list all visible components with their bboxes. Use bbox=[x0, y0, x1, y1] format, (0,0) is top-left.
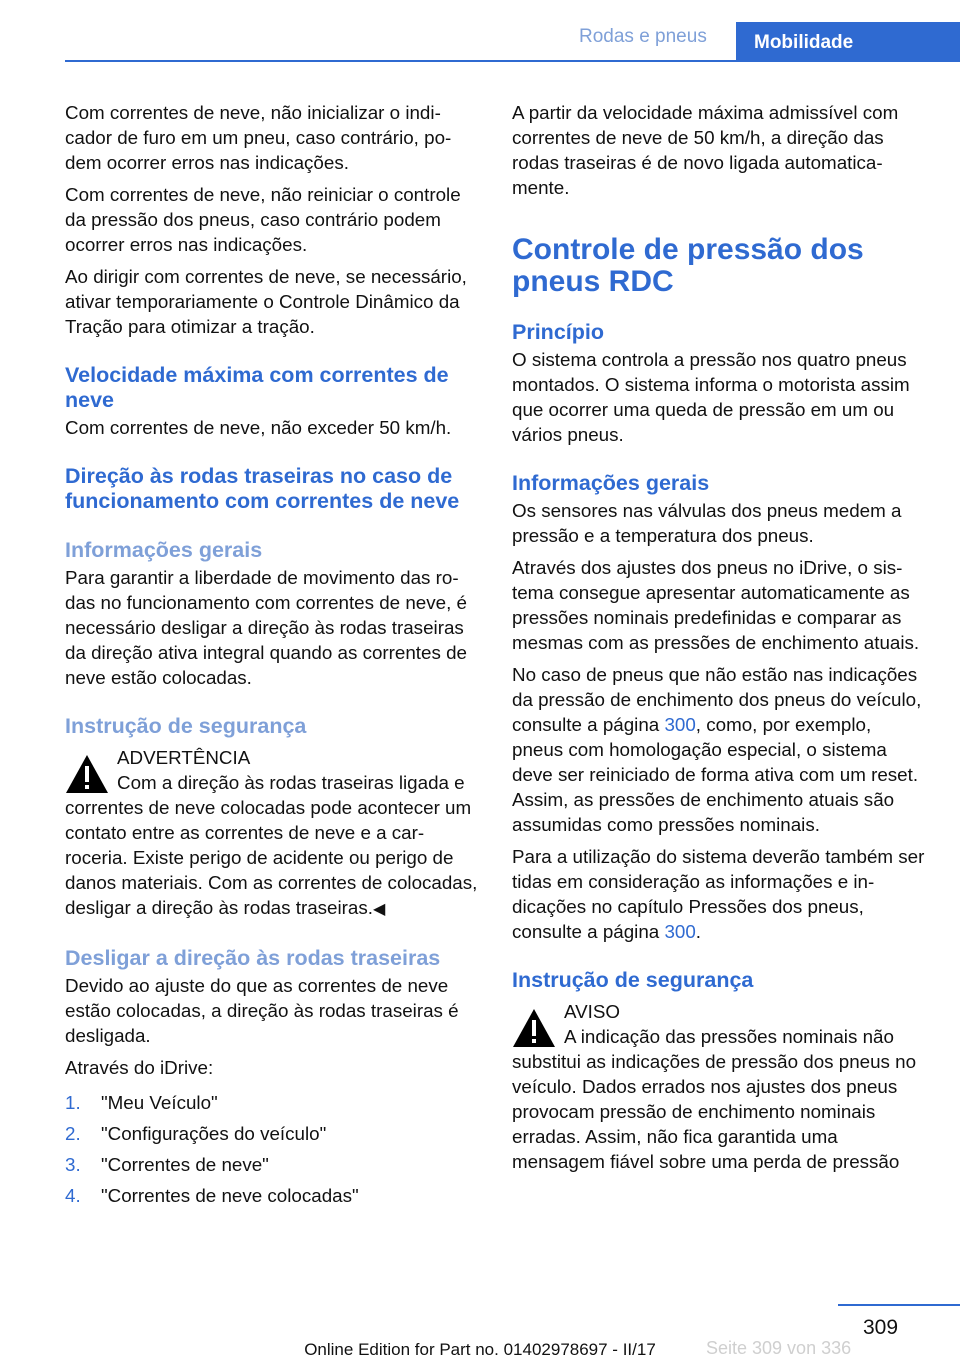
page-number: 309 bbox=[863, 1316, 899, 1339]
paragraph: Os sensores nas válvulas dos pneus medem a pressão e a temperatura dos pneus. bbox=[512, 500, 902, 546]
section-title-rdc: Controle de pressão dos pneus RDC bbox=[512, 233, 864, 298]
warning-triangle-icon bbox=[512, 1008, 556, 1048]
page-link[interactable]: 300 bbox=[664, 921, 696, 942]
heading-disable-rear-steering: Desligar a direção às rodas traseiras bbox=[65, 946, 441, 970]
step-text: "Correntes de neve" bbox=[101, 1154, 269, 1175]
step-number: 1. bbox=[65, 1092, 81, 1113]
heading-principle: Princípio bbox=[512, 320, 604, 344]
heading-safety: Instrução de segurança bbox=[512, 968, 754, 992]
paragraph bbox=[512, 662, 926, 837]
list-item bbox=[65, 1090, 479, 1115]
paragraph: Com correntes de neve, não inicializar o indicador de furo em um pneu, caso contrário, podem ocorrer erros nas indicações. bbox=[65, 102, 452, 173]
header-rule bbox=[65, 60, 960, 62]
header-chapter-tab: Mobilidade bbox=[736, 22, 960, 62]
text-run: Para a utilização do sistema deverão também ser tidas em consideração as informações e indicações no capítulo Pressões dos pneus, consulte a página bbox=[512, 846, 925, 942]
step-number: 2. bbox=[65, 1123, 81, 1144]
notice-title: AVISO bbox=[564, 1001, 621, 1022]
paragraph: Devido ao ajuste do que as correntes de neve estão colocadas, a direção às rodas traseiras é desligada. bbox=[65, 975, 459, 1046]
list-item bbox=[65, 1121, 479, 1146]
text-run: No caso de pneus que não estão nas indicações da pressão de enchimento dos pneus do veículo, consulte a página bbox=[512, 664, 922, 735]
paragraph bbox=[512, 844, 926, 944]
heading-safety: Instrução de segurança bbox=[65, 714, 307, 738]
warning-title: ADVERTÊNCIA bbox=[117, 747, 251, 768]
text-run: . bbox=[695, 921, 702, 942]
watermark: Seite 309 von 336 bbox=[706, 1338, 852, 1358]
step-text: "Meu Veículo" bbox=[101, 1092, 218, 1113]
idrive-steps-list bbox=[65, 1090, 479, 1208]
page-link[interactable]: 300 bbox=[664, 714, 696, 735]
notice-block bbox=[512, 999, 926, 1174]
text-run: , como, por exemplo, pneus com homologação especial, o sistema deve ser reiniciado de forma ativa com um reset. Assim, as pressões de enchimento atuais são assumidas como pressões nominais. bbox=[512, 714, 919, 835]
step-number: 3. bbox=[65, 1154, 81, 1175]
page-header bbox=[0, 0, 960, 62]
right-column bbox=[512, 100, 926, 1181]
edition-note: Online Edition for Part no. 01402978697 - II/17 bbox=[304, 1340, 656, 1359]
list-item bbox=[65, 1152, 479, 1177]
paragraph: O sistema controla a pressão nos quatro pneus montados. O sistema informa o motorista assim que ocorrer uma queda de pressão em um ou vários pneus. bbox=[512, 349, 910, 445]
warning-triangle-icon bbox=[65, 754, 109, 794]
paragraph: Através do iDrive: bbox=[65, 1057, 214, 1078]
end-mark-icon: ◀ bbox=[372, 901, 386, 918]
warning-body: Com a direção às rodas traseiras ligada e correntes de neve colocadas pode acontecer um contato entre as correntes de neve e a carroceria. Existe perigo de acidente ou perigo de danos materiais. Com as correntes de colocadas, desligar a direção às rodas traseiras. bbox=[65, 772, 478, 918]
step-number: 4. bbox=[65, 1185, 81, 1206]
notice-body: A indicação das pressões nominais não substitui as indicações de pressão dos pneus no veículo. Dados errados nos ajustes dos pneus provocam pressão de enchimento nominais erradas. Assim, não fica garantida uma mensagem fiável sobre uma perda de pressão bbox=[512, 1026, 917, 1172]
list-item bbox=[65, 1183, 479, 1208]
heading-rear-steering: Direção às rodas traseiras no caso de funcionamento com correntes de neve bbox=[65, 464, 460, 513]
warning-block bbox=[65, 745, 479, 922]
step-text: "Correntes de neve colocadas" bbox=[101, 1185, 359, 1206]
paragraph: Com correntes de neve, não exceder 50 km/h. bbox=[65, 417, 452, 438]
warning-text bbox=[65, 770, 479, 922]
heading-general-info: Informações gerais bbox=[512, 471, 710, 495]
paragraph: Através dos ajustes dos pneus no iDrive, o sistema consegue apresentar automaticamente as pressões nominais predefinidas e comparar as mesmas com as pressões de enchimento atuais. bbox=[512, 557, 920, 653]
paragraph: Para garantir a liberdade de movimento das rodas no funcionamento com correntes de neve, é necessário desligar a direção às rodas traseiras da direção ativa integral quando as correntes de neve estão colocadas. bbox=[65, 567, 467, 688]
step-text: "Configurações do veículo" bbox=[101, 1123, 327, 1144]
notice-text bbox=[512, 1024, 926, 1174]
heading-general-info: Informações gerais bbox=[65, 538, 263, 562]
header-section-title: Rodas e pneus bbox=[579, 26, 707, 47]
heading-max-speed: Velocidade máxima com correntes de neve bbox=[65, 363, 449, 412]
paragraph: A partir da velocidade máxima admissível com correntes de neve de 50 km/h, a direção das rodas traseiras é de novo ligada automaticamente. bbox=[512, 102, 899, 198]
left-column bbox=[65, 100, 479, 1214]
paragraph: Ao dirigir com correntes de neve, se necessário, ativar temporariamente o Controle Dinâmico da Tração para otimizar a tração. bbox=[65, 266, 467, 337]
paragraph: Com correntes de neve, não reiniciar o controle da pressão dos pneus, caso contrário podem ocorrer erros nas indicações. bbox=[65, 184, 461, 255]
footer-rule bbox=[838, 1304, 960, 1306]
